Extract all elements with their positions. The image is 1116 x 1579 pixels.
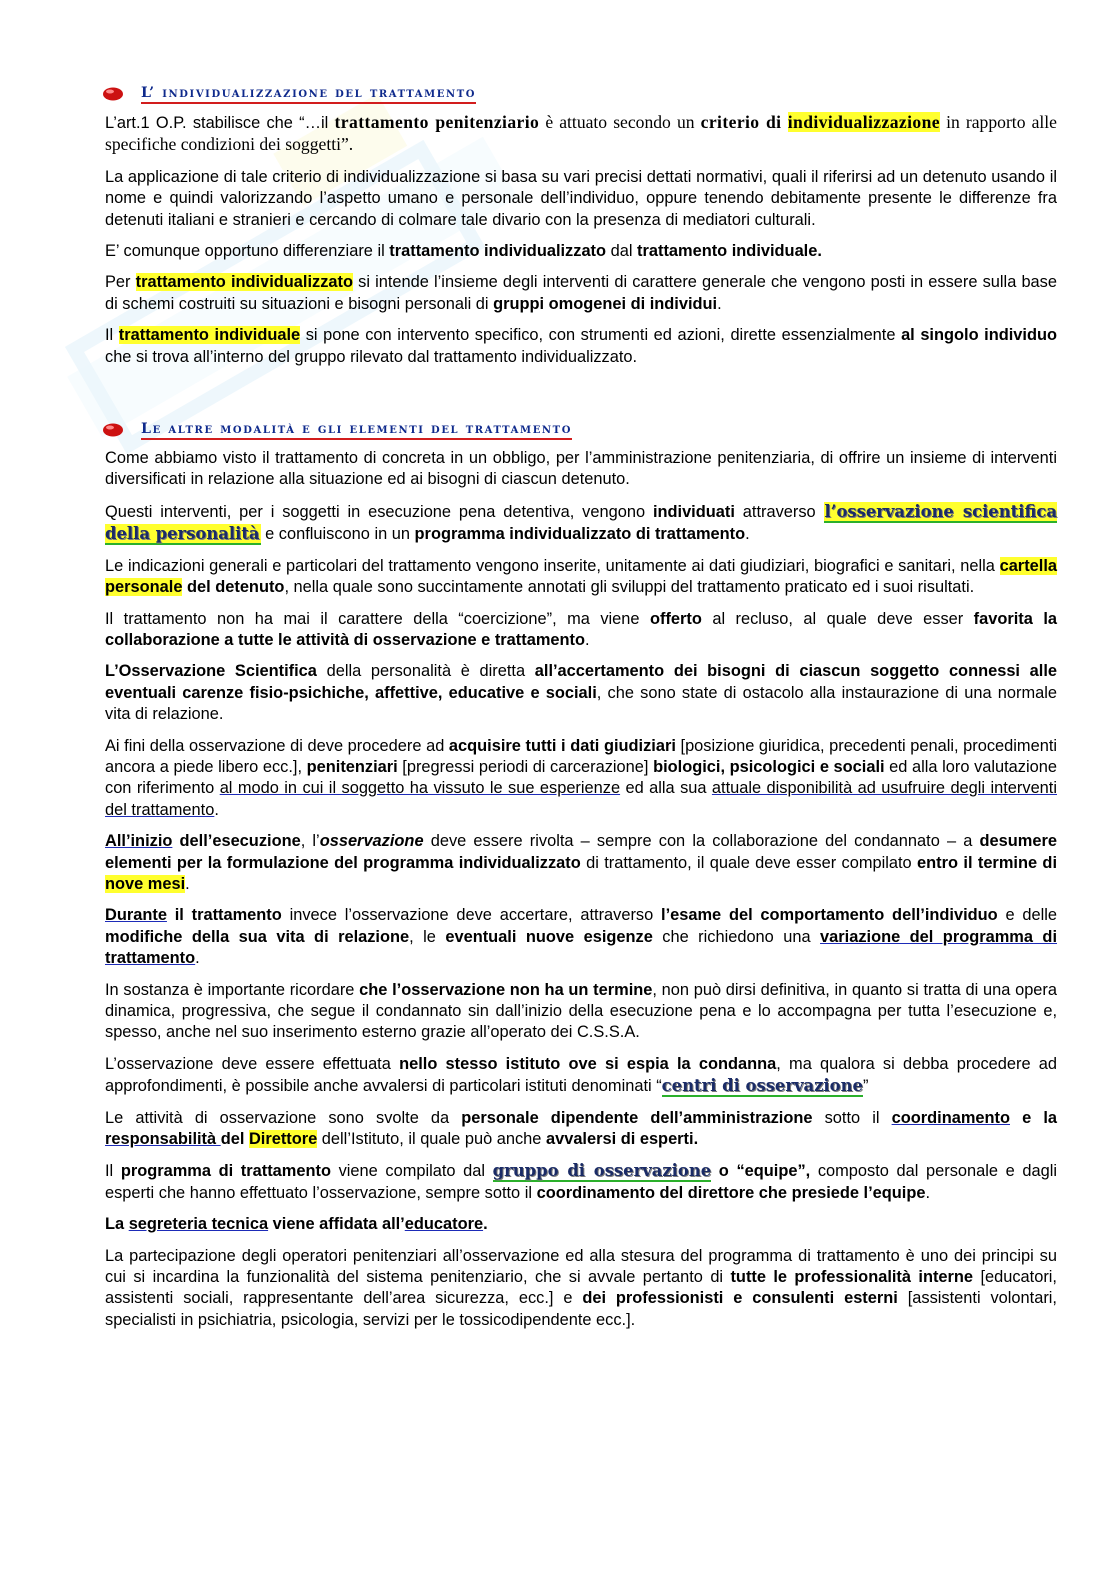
section-title: L’ individualizzazione del trattamento <box>141 85 476 104</box>
paragraph: Le attività di osservazione sono svolte da personale dipendente dell’amministrazione sotto il coordinamento e la responsabilità del Direttore dell’Istituto, il quale può anche avvalersi di esperti. <box>105 1108 1057 1149</box>
paragraph: La segreteria tecnica viene affidata all’educatore. <box>105 1215 488 1234</box>
paragraph: Durante il trattamento invece l’osservazione deve accertare, attraverso l’esame del comportamento dell’individuo e delle modifiche della sua vita di relazione, le eventuali nuove esigenze che richiedono una variazione del programma di trattamento. <box>105 906 1058 968</box>
paragraph: Come abbiamo visto il trattamento di concreta in un obbligo, per l’amministrazione penitenziaria, di offrire un insieme di interventi diversificati in relazione alla situazione ed ai bisogni di ciascun detenuto. <box>105 449 1057 489</box>
paragraph: Questi interventi, per i soggetti in esecuzione pena detentiva, vengono individuati attraverso l’osservazione scientifica della personalità e confluiscono in un programma individualizzato di trattamento. <box>105 501 1057 544</box>
section-heading-altre-modalita <box>101 418 1057 442</box>
section-heading-individualizzazione <box>101 82 1057 106</box>
red-bullet-icon <box>101 419 141 441</box>
paragraph: Il programma di trattamento viene compilato dal gruppo di osservazione o “equipe”, composto dal personale e dagli esperti che hanno effettuato l’osservazione, sempre sotto il coordinamento del direttore che presiede l’equipe. <box>105 1161 1057 1202</box>
red-bullet-icon <box>101 83 141 105</box>
paragraph: E’ comunque opportuno differenziare il trattamento individualizzato dal trattamento individuale. <box>105 242 822 261</box>
document-body <box>105 82 1057 1341</box>
paragraph: La applicazione di tale criterio di individualizzazione si basa su vari precisi dettati normativi, quali il riferirsi ad un detenuto usando il nome e quindi valorizzando l’aspetto umano e personale dell’individuo, oppure tenendo debitamente presente le differenze fra detenuti italiani e stranieri e cercando di colmare tale divario con la presenza di mediatori culturali. <box>105 167 1057 229</box>
paragraph: La partecipazione degli operatori penitenziari all’osservazione ed alla stesura del programma di trattamento è uno dei principi su cui si incardina la funzionalità del sistema penitenziario, che si avvale pertanto di tutte le professionalità interne [educatori, assistenti sociali, rappresentante dell’area sicurezza, ecc.] e dei professionisti e consulenti esterni [assistenti volontari, specialisti in psichiatria, psicologia, servizi per le tossicodipendente ecc.]. <box>105 1246 1057 1329</box>
paragraph: Il trattamento non ha mai il carattere della “coercizione”, ma viene offerto al recluso, al quale deve esser favorita la collaborazione a tutte le attività di osservazione e trattamento. <box>105 609 1057 649</box>
paragraph: L’art.1 O.P. stabilisce che “…il trattamento penitenziario è attuato secondo un criterio di individualizzazione in rapporto alle specifiche condizioni dei soggetti”. <box>105 112 1057 155</box>
paragraph: L’osservazione deve essere effettuata nello stesso istituto ove si espia la condanna, ma qualora si debba procedere ad approfondimenti, è possibile anche avvalersi di particolari istituti denominati “centri di osservazione” <box>105 1054 1058 1096</box>
paragraph: Le indicazioni generali e particolari del trattamento vengono inserite, unitamente ai dati giudiziari, biografici e sanitari, nella cartella personale del detenuto, nella quale sono succintamente annotati gli sviluppi del trattamento praticato ed i suoi risultati. <box>105 556 1057 597</box>
paragraph: All’inizio dell’esecuzione, l’osservazione deve essere rivolta – sempre con la collaborazione del condannato – a desumere elementi per la formulazione del programma individualizzato di trattamento, il quale deve esser compilato entro il termine di nove mesi. <box>105 832 1057 893</box>
section-title: Le altre modalità e gli elementi del trattamento <box>141 421 572 440</box>
paragraph: L’Osservazione Scientifica della personalità è diretta all’accertamento dei bisogni di ciascun soggetto connessi alle eventuali carenze fisio-psichiche, affettive, educative e sociali, che sono state di ostacolo alla instaurazione di una normale vita di relazione. <box>105 662 1058 724</box>
paragraph: In sostanza è importante ricordare che l’osservazione non ha un termine, non può dirsi definitiva, in quanto si tratta di una opera dinamica, progressiva, che segue il condannato sin dall’inizio della esecuzione pena e lo accompagna per tutta l’esecuzione e, spesso, anche nel suo inserimento esterno grazie all’operato dei C.S.S.A. <box>105 980 1057 1042</box>
paragraph: Il trattamento individuale si pone con intervento specifico, con strumenti ed azioni, dirette essenzialmente al singolo individuo che si trova all’interno del gruppo rilevato dal trattamento individualizzato. <box>105 326 1058 366</box>
paragraph: Per trattamento individualizzato si intende l’insieme degli interventi di carattere generale che vengono posti in essere sulla base di schemi costruiti su situazioni e bisogni personali di gruppi omogenei di individui. <box>105 273 1057 313</box>
paragraph: Ai fini della osservazione di deve procedere ad acquisire tutti i dati giudiziari [posizione giuridica, precedenti penali, procedimenti ancora a piede libero ecc.], penitenziari [pregressi periodi di carcerazione] biologici, psicologici e sociali ed alla loro valutazione con riferimento al modo in cui il soggetto ha vissuto le sue esperienze ed alla sua attuale disponibilità ad usufruire degli interventi del trattamento. <box>105 736 1058 819</box>
spacer <box>105 378 1057 418</box>
